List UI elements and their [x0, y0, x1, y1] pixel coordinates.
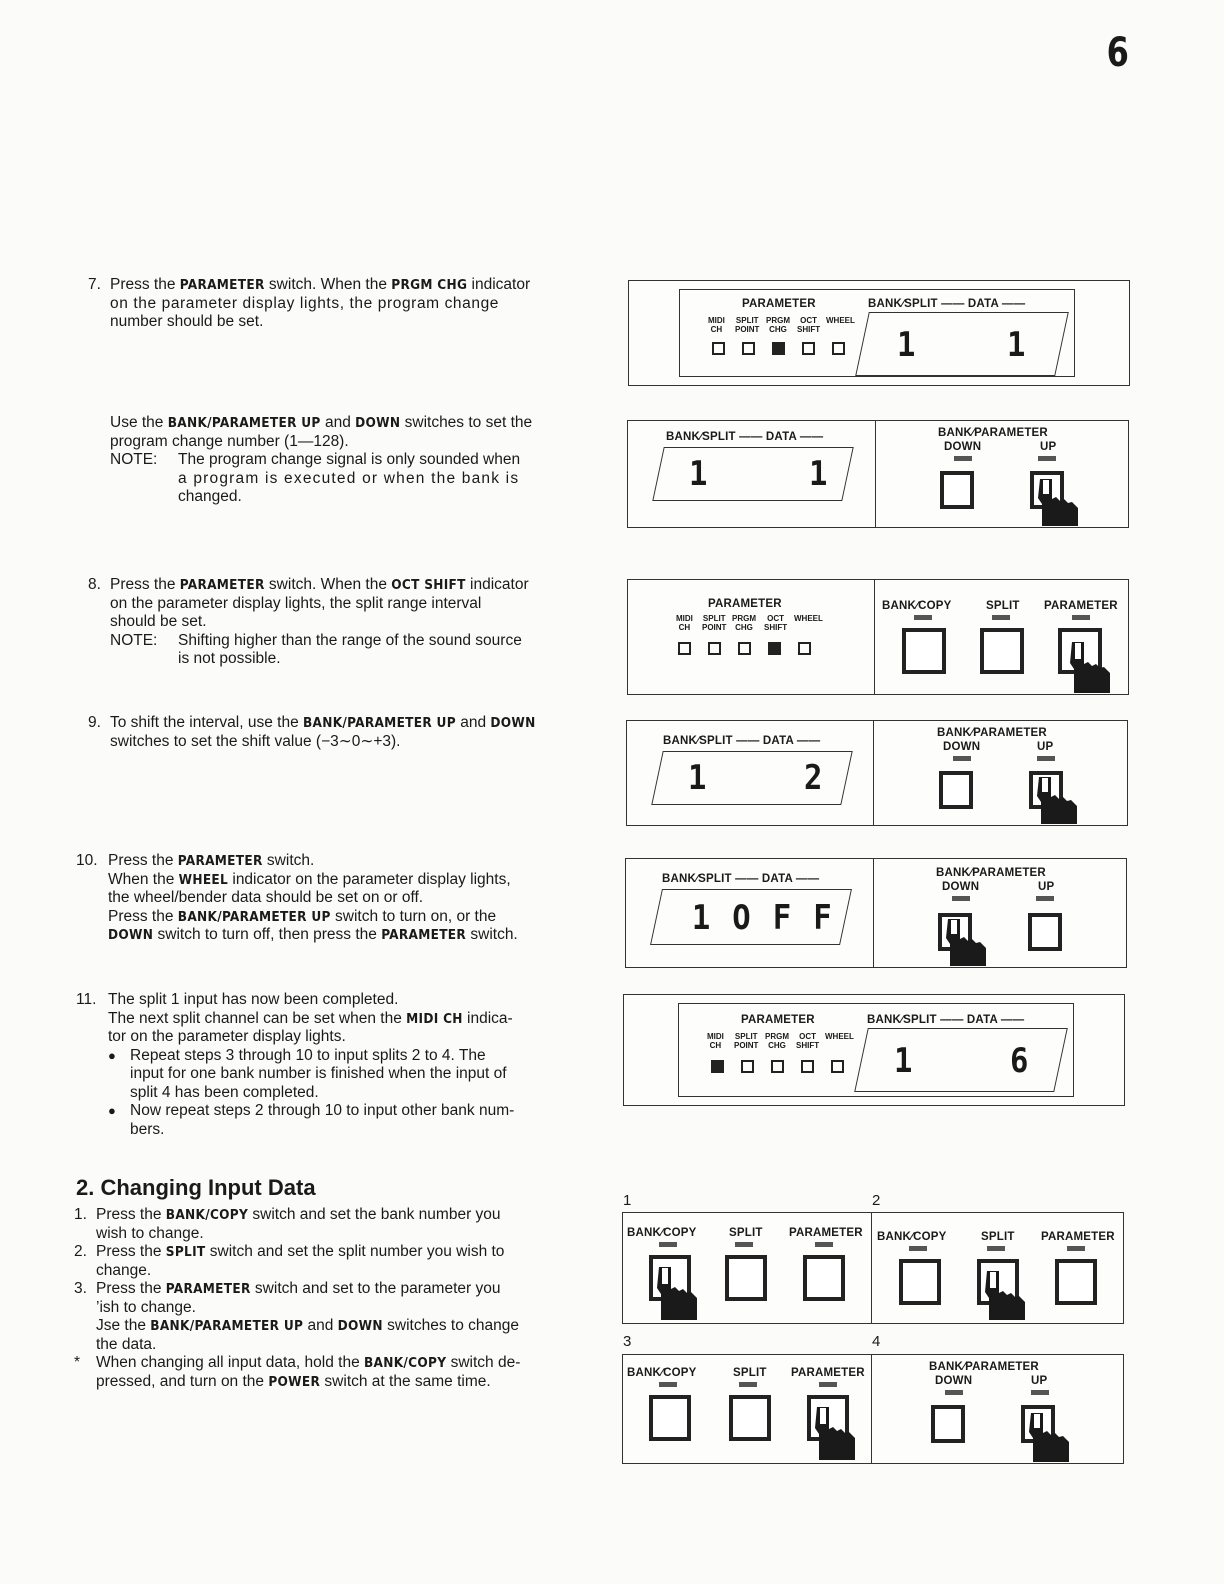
text: program change number (1—128). [110, 432, 349, 450]
text: and [455, 714, 491, 731]
wheel-label: WHEEL [794, 614, 823, 623]
keyword: DOWN [337, 1318, 383, 1334]
parameter-key[interactable] [803, 1255, 845, 1301]
text: is not possible. [178, 650, 281, 667]
prgm-chg-label: PRGM CHG [766, 316, 790, 334]
page-number: 6 [1106, 30, 1129, 76]
prgm-chg-indicator [772, 342, 785, 355]
parameter-led [1072, 615, 1090, 620]
figure-number: 4 [872, 1333, 881, 1350]
text: The next split channel can be set when the [108, 1009, 407, 1027]
wheel-indicator [832, 342, 845, 355]
text: should be set. [110, 613, 207, 630]
text: bers. [130, 1120, 165, 1138]
step-number: 11. [76, 991, 97, 1008]
keyword: OCT SHIFT [391, 577, 466, 593]
split-point-label: SPLIT POINT [735, 316, 760, 334]
bank-copy-led [659, 1242, 677, 1247]
lcd-display [651, 751, 852, 805]
step-number: 9. [88, 714, 101, 731]
item-number: 2. [74, 1243, 87, 1260]
text: Press the [110, 276, 180, 293]
text: switch. [466, 926, 518, 943]
down-label: DOWN [944, 441, 982, 453]
wheel-label: WHEEL [825, 1032, 854, 1041]
keyword: PARAMETER [179, 577, 265, 593]
lcd-text: 1 O F F [691, 898, 834, 938]
text: the wheel/bender data should be set on or off. [108, 889, 424, 906]
parameter-led [1067, 1246, 1085, 1251]
bank-copy-led [659, 1382, 677, 1387]
keyword: BANK/PARAMETER UP [167, 415, 321, 431]
wheel-indicator [831, 1060, 844, 1073]
step-10 [76, 852, 580, 945]
lcd-digit-left: 1 [689, 454, 708, 494]
oct-shift-indicator [801, 1060, 814, 1073]
split-point-label: SPLIT POINT [734, 1032, 759, 1050]
text: When changing all input data, hold the [96, 1354, 364, 1371]
divider [873, 859, 874, 967]
bank-parameter-label: BANK∕PARAMETER [938, 427, 1048, 439]
prgm-chg-indicator [738, 642, 751, 655]
split-key[interactable] [980, 628, 1024, 674]
section-heading: 2. Changing Input Data [76, 1175, 316, 1200]
keyword: PARAMETER [179, 277, 265, 293]
step-7 [88, 276, 578, 332]
lcd-digit-left: 1 [688, 758, 707, 798]
midi-ch-label: MIDI CH [708, 316, 725, 334]
divider [871, 1355, 872, 1463]
keyword: DOWN [355, 415, 401, 431]
step-number: 8. [88, 576, 101, 593]
diagram-parameter-up [622, 1354, 1124, 1464]
step-11 [76, 991, 580, 1139]
bank-copy-label: BANK∕COPY [882, 600, 952, 612]
item-number: 3. [74, 1280, 87, 1297]
bank-split-data-label: BANK∕SPLIT —— DATA —— [867, 1014, 1025, 1026]
diagram-oct-shift [627, 579, 1129, 695]
text: input for one bank number is finished when the input of [130, 1065, 507, 1082]
lcd-display [854, 1028, 1068, 1092]
down-led [945, 1390, 963, 1395]
bank-parameter-label: BANK∕PARAMETER [929, 1361, 1039, 1373]
keyword: DOWN [490, 715, 536, 731]
keyword: BANK/PARAMETER UP [150, 1318, 304, 1334]
split-point-indicator [708, 642, 721, 655]
up-led [1038, 456, 1056, 461]
display-panel [678, 1003, 1074, 1097]
text: wish to change. [96, 1224, 204, 1242]
bank-split-data-label: BANK∕SPLIT —— DATA —— [868, 298, 1026, 310]
text: switch and set to the parameter you [250, 1280, 501, 1297]
note-label: NOTE: [110, 631, 158, 649]
bank-split-data-label: BANK∕SPLIT —— DATA —— [662, 873, 820, 885]
keyword: DOWN [108, 927, 154, 943]
bank-parameter-label: BANK∕PARAMETER [936, 867, 1046, 879]
bullet-item [108, 1102, 580, 1139]
lcd-digit-right: 1 [809, 454, 828, 494]
step-number: 7. [88, 276, 101, 293]
text: When the [108, 870, 179, 888]
step-7-continued [110, 414, 580, 507]
bank-parameter-label: BANK∕PARAMETER [937, 727, 1047, 739]
parameter-label: PARAMETER [789, 1227, 863, 1239]
text: changed. [178, 488, 242, 505]
keyword: PARAMETER [177, 853, 263, 869]
pressing-finger-icon [811, 1405, 867, 1463]
parameter-label: PARAMETER [1044, 600, 1118, 612]
bullet: ● [108, 1103, 116, 1118]
pressing-finger-icon [1025, 1411, 1077, 1463]
down-key[interactable] [931, 1405, 965, 1443]
up-led [1036, 896, 1054, 901]
keyword: BANK/COPY [165, 1207, 249, 1223]
text: Press the [96, 1206, 166, 1223]
wheel-indicator [798, 642, 811, 655]
text: Press the [108, 907, 178, 925]
item-number: 1. [74, 1206, 87, 1223]
text: switch to turn on, or the [330, 907, 497, 925]
text: on the parameter display lights, the program change [110, 294, 500, 312]
figure-number: 2 [872, 1192, 881, 1209]
diagram-data-up-pressed [627, 420, 1129, 528]
up-led [1031, 1390, 1049, 1395]
note [110, 451, 580, 507]
midi-ch-indicator [678, 642, 691, 655]
split-point-indicator [741, 1060, 754, 1073]
bank-split-data-label: BANK∕SPLIT —— DATA —— [666, 431, 824, 443]
down-led [952, 896, 970, 901]
parameter-label: PARAMETER [791, 1367, 865, 1379]
pressing-finger-icon [1066, 640, 1122, 696]
midi-ch-label: MIDI CH [707, 1032, 724, 1050]
text: switch de- [446, 1354, 521, 1371]
step-8 [88, 576, 578, 669]
keyword: POWER [268, 1373, 321, 1390]
bank-copy-key[interactable] [902, 628, 946, 674]
bullet: ● [108, 1047, 116, 1063]
keyword: PARAMETER [381, 927, 467, 943]
oct-shift-label: OCT SHIFT [764, 614, 788, 632]
text: The program change signal is only sounded when [178, 451, 521, 468]
item-number: * [74, 1354, 81, 1371]
text: switch at the same time. [320, 1372, 491, 1390]
split-label: SPLIT [986, 600, 1020, 612]
text: tor on the parameter display lights. [108, 1028, 346, 1045]
down-label: DOWN [943, 741, 981, 753]
figure-number: 3 [623, 1333, 632, 1350]
parameter-key[interactable] [1055, 1259, 1097, 1305]
changing-input-steps [74, 1206, 580, 1391]
up-led [1037, 756, 1055, 761]
text: Shifting higher than the range of the sound source [178, 631, 522, 649]
text: indicator on the parameter display lights, [228, 870, 511, 888]
split-led [987, 1246, 1005, 1251]
up-label: UP [1037, 741, 1054, 753]
split-key[interactable] [729, 1395, 771, 1441]
bullet-item [108, 1047, 580, 1103]
divider [875, 421, 876, 527]
pressing-finger-icon [653, 1265, 709, 1323]
parameter-label: PARAMETER [1041, 1231, 1115, 1243]
oct-shift-label: OCT SHIFT [797, 316, 821, 334]
parameter-label: PARAMETER [708, 598, 782, 610]
lcd-digit-right: 2 [804, 758, 823, 798]
up-label: UP [1031, 1375, 1048, 1387]
keyword: BANK/PARAMETER UP [177, 908, 331, 925]
split-point-indicator [742, 342, 755, 355]
text: switch. When the [264, 576, 392, 593]
text: Press the [96, 1243, 166, 1260]
bank-copy-led [914, 615, 932, 620]
parameter-led [815, 1242, 833, 1247]
text: Use the [110, 414, 168, 431]
keyword: MIDI CH [406, 1010, 463, 1027]
text: Press the [108, 852, 178, 869]
diagram-parameter-display-midi-ch [623, 994, 1125, 1106]
up-label: UP [1040, 441, 1057, 453]
split-led [992, 615, 1010, 620]
keyword: BANK/COPY [364, 1355, 447, 1371]
keyword: BANK/PARAMETER UP [303, 715, 456, 731]
midi-ch-indicator [711, 1060, 724, 1073]
pressing-finger-icon [1034, 477, 1086, 527]
prgm-chg-label: PRGM CHG [765, 1032, 789, 1050]
split-label: SPLIT [733, 1367, 767, 1379]
bank-copy-label: BANK∕COPY [877, 1231, 947, 1243]
diagram-wheel-off [625, 858, 1127, 968]
text: Press the [96, 1280, 166, 1297]
step-9 [88, 714, 578, 751]
down-label: DOWN [942, 881, 980, 893]
split-label: SPLIT [981, 1231, 1015, 1243]
display-panel [679, 289, 1075, 377]
prgm-chg-indicator [771, 1060, 784, 1073]
parameter-led [819, 1382, 837, 1387]
text: indicator [465, 576, 529, 593]
text: change. [96, 1261, 152, 1279]
keyword: WHEEL [178, 871, 229, 888]
bank-copy-key[interactable] [899, 1259, 941, 1305]
text: split 4 has been completed. [130, 1083, 319, 1101]
midi-ch-indicator [712, 342, 725, 355]
text: Repeat steps 3 through 10 to input splits 2 to 4. The [130, 1046, 486, 1064]
up-key[interactable] [1028, 913, 1062, 951]
text: a program is executed or when the bank is [178, 469, 520, 487]
text: To shift the interval, use the [110, 714, 303, 731]
text: the data. [96, 1335, 157, 1353]
keyword: PARAMETER [165, 1281, 251, 1297]
text: The split 1 input has now been completed. [108, 991, 399, 1008]
lcd-digit-left: 1 [897, 325, 916, 365]
text: Jse the [96, 1317, 151, 1334]
bank-copy-label: BANK∕COPY [627, 1227, 697, 1239]
bank-copy-label: BANK∕COPY [627, 1367, 697, 1379]
text: switch. When the [264, 276, 392, 293]
diagram-shift-value [626, 720, 1128, 826]
text: switches to set the [400, 414, 533, 431]
split-led [739, 1382, 757, 1387]
oct-shift-indicator [768, 642, 781, 655]
text: Press the [110, 576, 180, 593]
split-led [735, 1242, 753, 1247]
divider [873, 721, 874, 825]
divider [871, 1213, 872, 1323]
lcd-digit-right: 1 [1007, 325, 1026, 365]
text: Now repeat steps 2 through 10 to input other bank num- [130, 1102, 515, 1119]
text: and [320, 414, 356, 431]
lcd-digit-left: 1 [894, 1041, 913, 1081]
text: switches to change [382, 1317, 519, 1334]
text: indica- [462, 1009, 513, 1027]
pressing-finger-icon [1033, 775, 1085, 825]
keyword: SPLIT [165, 1244, 206, 1260]
pressing-finger-icon [942, 917, 994, 967]
divider [874, 580, 875, 694]
text: switch. [262, 852, 315, 869]
parameter-label: PARAMETER [741, 1014, 815, 1026]
lcd-display [855, 312, 1069, 376]
split-key[interactable] [725, 1255, 767, 1301]
text: pressed, and turn on the [96, 1372, 269, 1390]
down-label: DOWN [935, 1375, 973, 1387]
keyword: PRGM CHG [391, 277, 468, 293]
midi-ch-label: MIDI CH [676, 614, 693, 632]
text: ’ish to change. [96, 1298, 196, 1316]
bank-copy-key[interactable] [649, 1395, 691, 1441]
split-label: SPLIT [729, 1227, 763, 1239]
split-point-label: SPLIT POINT [702, 614, 727, 632]
text: on the parameter display lights, the split range interval [110, 594, 482, 612]
lcd-digit-right: 6 [1010, 1041, 1029, 1081]
diagram-parameter-display-prgm-chg [628, 280, 1130, 386]
bank-split-data-label: BANK∕SPLIT —— DATA —— [663, 735, 821, 747]
figure-number: 1 [623, 1192, 632, 1209]
step-number: 10. [76, 852, 98, 869]
down-led [953, 756, 971, 761]
text: switches to set the shift value (−3∼0∼+3). [110, 732, 401, 750]
down-key[interactable] [939, 771, 973, 809]
up-label: UP [1038, 881, 1055, 893]
diagram-bank-copy-split [622, 1212, 1124, 1324]
oct-shift-indicator [802, 342, 815, 355]
pressing-finger-icon [981, 1269, 1037, 1323]
wheel-label: WHEEL [826, 316, 855, 325]
text: number should be set. [110, 313, 264, 330]
text: switch to turn off, then press the [153, 926, 382, 943]
text: switch and set the bank number you [248, 1206, 501, 1223]
parameter-label: PARAMETER [742, 298, 816, 310]
down-key[interactable] [940, 471, 974, 509]
down-led [954, 456, 972, 461]
text: switch and set the split number you wish to [205, 1243, 505, 1260]
text: indicator [467, 276, 531, 293]
oct-shift-label: OCT SHIFT [796, 1032, 820, 1050]
note [110, 632, 578, 669]
note-label: NOTE: [110, 451, 158, 468]
bank-copy-led [909, 1246, 927, 1251]
prgm-chg-label: PRGM CHG [732, 614, 756, 632]
text: and [303, 1317, 338, 1334]
